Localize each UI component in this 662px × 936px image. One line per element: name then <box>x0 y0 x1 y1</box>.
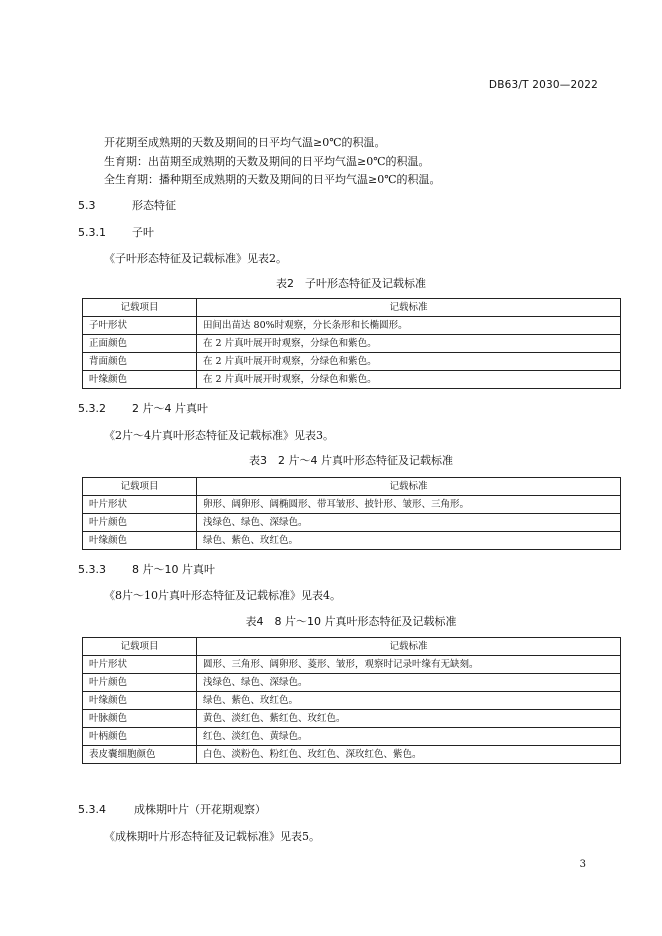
table-caption: 表2 子叶形态特征及记载标准 <box>276 277 426 290</box>
column-header: 记载项目 <box>83 299 197 317</box>
table-row <box>83 371 621 389</box>
subsection-heading <box>78 561 215 577</box>
paragraph-line: 《子叶形态特征及记载标准》见表2。 <box>104 252 287 265</box>
subsection-title: 8 片～10 片真叶 <box>132 563 215 576</box>
table-cell: 叶片颜色 <box>83 514 197 532</box>
section-title: 形态特征 <box>132 199 176 212</box>
column-header: 记载项目 <box>83 478 197 496</box>
table-cell: 绿色、紫色、玫红色。 <box>197 692 621 710</box>
paragraph-line: 《成株期叶片形态特征及记载标准》见表5。 <box>104 830 320 843</box>
table-row <box>83 317 621 335</box>
subsection-title: 子叶 <box>132 226 154 239</box>
table-cell: 白色、淡粉色、粉红色、玫红色、深玫红色、紫色。 <box>197 746 621 764</box>
table-row <box>83 656 621 674</box>
table-cell: 浅绿色、绿色、深绿色。 <box>197 514 621 532</box>
table-cell: 叶缘颜色 <box>83 371 197 389</box>
table-row <box>83 514 621 532</box>
table-row <box>83 746 621 764</box>
column-header: 记载标准 <box>197 478 621 496</box>
subsection-number: 5.3.2 <box>78 402 106 415</box>
paragraph-line: 全生育期：播种期至成熟期的天数及期间的日平均气温≥0℃的积温。 <box>104 173 441 186</box>
paragraph-line: 开花期至成熟期的天数及期间的日平均气温≥0℃的积温。 <box>104 136 386 149</box>
table-row <box>83 710 621 728</box>
table-cell: 红色、淡红色、黄绿色。 <box>197 728 621 746</box>
table-row <box>83 335 621 353</box>
subsection-title: 成株期叶片（开花期观察） <box>134 803 266 816</box>
table-cell: 叶脉颜色 <box>83 710 197 728</box>
table-cell: 浅绿色、绿色、深绿色。 <box>197 674 621 692</box>
subsection-heading <box>78 801 266 817</box>
paragraph-line: 《2片～4片真叶形态特征及记载标准》见表3。 <box>104 429 334 442</box>
subsection-heading <box>78 224 154 240</box>
document-id: DB63/T 2030—2022 <box>488 79 598 91</box>
table-row <box>83 728 621 746</box>
section-number: 5.3 <box>78 199 96 212</box>
subsection-title: 2 片～4 片真叶 <box>132 402 208 415</box>
table-2 <box>82 298 621 389</box>
paragraph-line: 《8片～10片真叶形态特征及记载标准》见表4。 <box>104 589 341 602</box>
table-cell: 黄色、淡红色、紫红色、玫红色。 <box>197 710 621 728</box>
subsection-number: 5.3.3 <box>78 563 106 576</box>
table-row <box>83 353 621 371</box>
table-caption: 表4 8 片～10 片真叶形态特征及记载标准 <box>245 615 457 628</box>
subsection-heading <box>78 400 208 416</box>
table-cell: 叶缘颜色 <box>83 692 197 710</box>
table-cell: 在 2 片真叶展开时观察，分绿色和紫色。 <box>197 353 621 371</box>
table-4 <box>82 637 621 764</box>
table-row <box>83 674 621 692</box>
table-row <box>83 692 621 710</box>
table-row <box>83 532 621 550</box>
subsection-number: 5.3.1 <box>78 226 106 239</box>
table-header-row <box>83 299 621 317</box>
table-cell: 在 2 片真叶展开时观察，分绿色和紫色。 <box>197 371 621 389</box>
table-cell: 表皮囊细胞颜色 <box>83 746 197 764</box>
page-number: 3 <box>579 859 586 870</box>
table-cell: 正面颜色 <box>83 335 197 353</box>
table-cell: 田间出苗达 80%时观察，分长条形和长椭圆形。 <box>197 317 621 335</box>
section-heading <box>78 197 176 213</box>
paragraph-line: 生育期：出苗期至成熟期的天数及期间的日平均气温≥0℃的积温。 <box>104 155 430 168</box>
table-row <box>83 496 621 514</box>
table-cell: 叶缘颜色 <box>83 532 197 550</box>
table-cell: 叶片形状 <box>83 656 197 674</box>
table-cell: 在 2 片真叶展开时观察，分绿色和紫色。 <box>197 335 621 353</box>
table-3 <box>82 477 621 550</box>
column-header: 记载项目 <box>83 638 197 656</box>
table-header-row <box>83 638 621 656</box>
table-cell: 背面颜色 <box>83 353 197 371</box>
table-cell: 叶片颜色 <box>83 674 197 692</box>
table-cell: 子叶形状 <box>83 317 197 335</box>
table-cell: 卵形、阔卵形、阔椭圆形、带耳皱形、披针形、皱形、三角形。 <box>197 496 621 514</box>
table-cell: 绿色、紫色、玫红色。 <box>197 532 621 550</box>
table-cell: 圆形、三角形、阔卵形、菱形、皱形，观察时记录叶缘有无缺刻。 <box>197 656 621 674</box>
subsection-number: 5.3.4 <box>78 803 106 816</box>
column-header: 记载标准 <box>197 299 621 317</box>
table-header-row <box>83 478 621 496</box>
column-header: 记载标准 <box>197 638 621 656</box>
table-cell: 叶片形状 <box>83 496 197 514</box>
table-caption: 表3 2 片～4 片真叶形态特征及记载标准 <box>249 454 453 467</box>
table-cell: 叶柄颜色 <box>83 728 197 746</box>
